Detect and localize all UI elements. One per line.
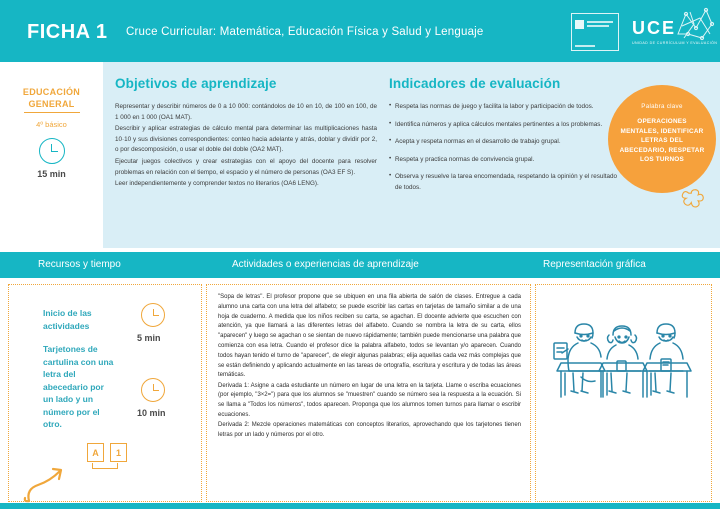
indicator-item: • Observa y resuelve la tarea encomendada, respetando la opinión y el resultado de todos. <box>389 172 617 193</box>
keyword-body: OPERACIONES MENTALES, IDENTIFICAR LETRAS DEL ABECEDARIO, RESPETAR LOS TURNOS <box>619 118 705 164</box>
divider <box>24 112 80 113</box>
objectives-column <box>115 76 377 191</box>
column-header-actividades: Actividades o experiencias de aprendizaje <box>232 259 419 270</box>
activity-paragraph: Derivada 2: Mezcle operaciones matemáticas con conceptos literarios, aprovechando que los tarjetones tienen letras por un lado y números por el otro. <box>218 422 521 439</box>
objective-paragraph: Leer independientemente y comprender textos no literarios (OA6 LENG). <box>115 180 319 188</box>
summary-panel <box>0 62 720 248</box>
flashcard-letter-icon: A <box>87 443 104 462</box>
ficha-title: FICHA 1 <box>27 21 108 43</box>
objectives-heading: Objetivos de aprendizaje <box>115 76 277 91</box>
table-header-bar <box>0 252 720 278</box>
total-time-label: 15 min <box>37 169 66 179</box>
objective-paragraph: Representar y describir números de 0 a 10 000: contándolos de 10 en 10, de 100 en 100, de 1 000 en 1 000 (OA1 MAT). <box>115 103 377 121</box>
resource-item-label: Tarjetones de cartulina con una letra del abecedario por un lado y un número por el otro. <box>43 344 114 429</box>
indicators-column <box>389 76 617 201</box>
students-at-desks-illustration <box>551 315 699 435</box>
ministry-logo-line <box>587 21 613 23</box>
resource-time-label: 10 min <box>137 408 166 418</box>
activity-paragraph: "Sopa de letras". El profesor propone que se ubiquen en una fila abierta de salón de clases. Entregue a cada alumno una carta con una letra del alfabeto; se puede escribir las cartas en tarjetas de tamaño similar a de una hoja de cuaderno. A medida que los niños reciben su carta, se agachan. El docente advierte que escuchen con atención, ya que llamará a las diferentes letras del alfabeto. Cuando se nombra la letra de su carta, ellos "aparecen" y luego se agachan o se sientan de nuevo rápidamente; también puede mencionarse una palabra que comienza con esa letra. Cuando el profesor dice la palabra alfabeto, todos se levantan y/o aparecen. Cuando todos hayan tenido el turno de "aparecer", de elegir algunas palabras; elija aquellas cada vez más complejas que se están definiendo y aplicando actualmente en las tareas de ortografía, escritura y escritura y de todas las áreas temáticas. <box>218 294 521 379</box>
clock-icon <box>39 138 65 164</box>
uce-scribble-icon <box>672 4 718 50</box>
indicator-item: • Respeta las normas de juego y facilita la labor y participación de todos. <box>389 102 617 113</box>
indicators-heading: Indicadores de evaluación <box>389 76 561 91</box>
header-subtitle: Cruce Curricular: Matemática, Educación Física y Salud y Lenguaje <box>126 26 484 38</box>
keyword-badge <box>608 85 716 193</box>
objective-paragraph: Describir y aplicar estrategias de cálculo mental para determinar las multiplicaciones hasta 10·10 y sus divisiones correspondientes: conteo hacia adelante y atrás, doblar y dividir por 2, o por descomposición, o usar el doble del doble (OA2 MAT). <box>115 125 377 154</box>
indicator-item: • Acepta y respeta normas en el desarrollo de trabajo grupal. <box>389 137 617 148</box>
grade-label: 4º básico <box>36 120 67 129</box>
education-level-line1: EDUCACIÓN <box>22 87 81 97</box>
curved-arrow-icon <box>23 459 75 505</box>
objective-paragraph: Ejecutar juegos colectivos y crear estrategias con el apoyo del docente para resolver problemas en relación con el tiempo, el espacio y el número de personas (OA3 EF S). <box>115 157 377 176</box>
education-level <box>0 86 103 110</box>
column-header-representacion: Representación gráfica <box>543 259 646 270</box>
page-header <box>0 0 720 62</box>
indicator-item: • Identifica números y aplica cálculos mentales pertinentes a los problemas. <box>389 120 617 131</box>
clock-icon <box>141 378 165 402</box>
resource-item-label: Inicio de las actividades <box>43 308 92 331</box>
flashcard-connector <box>92 463 118 469</box>
uce-logo-word: UCE <box>632 18 677 38</box>
footer-bar <box>0 503 720 509</box>
education-level-line2: GENERAL <box>28 99 75 109</box>
ministry-crest-icon <box>575 20 584 29</box>
uce-logo-subtitle: UNIDAD DE CURRÍCULUM Y EVALUACIÓN <box>632 41 718 45</box>
flashcard-number-icon: 1 <box>110 443 127 462</box>
activities-cell <box>206 284 531 502</box>
table-body <box>0 278 720 509</box>
activity-text-block <box>218 293 521 441</box>
resources-cell <box>8 284 202 502</box>
ministry-logo <box>571 13 619 51</box>
flower-doodle-icon <box>680 188 706 212</box>
resource-time-label: 5 min <box>137 333 161 343</box>
ministry-logo-line <box>587 25 609 27</box>
keyword-title: Palabra clave <box>641 103 683 110</box>
column-header-recursos: Recursos y tiempo <box>38 259 121 270</box>
indicator-item: • Respeta y practica normas de convivencia grupal. <box>389 155 617 166</box>
activity-paragraph: Derivada 1: Asigne a cada estudiante un número en lugar de una letra en la tarjeta. Llame o escriba ecuaciones (por ejemplo, "3×2=") para que los alumnos se "muestren" cuando se número sea la respuesta a la ecuación. Si se llama a "Todos los números", todos aparecen. Proponga que los alumnos tomen turnos para llamar o escribir ecuaciones. <box>218 382 521 419</box>
level-info-block <box>0 62 103 248</box>
clock-icon <box>141 303 165 327</box>
graphic-representation-cell <box>535 284 712 502</box>
ministry-logo-line <box>575 45 595 47</box>
